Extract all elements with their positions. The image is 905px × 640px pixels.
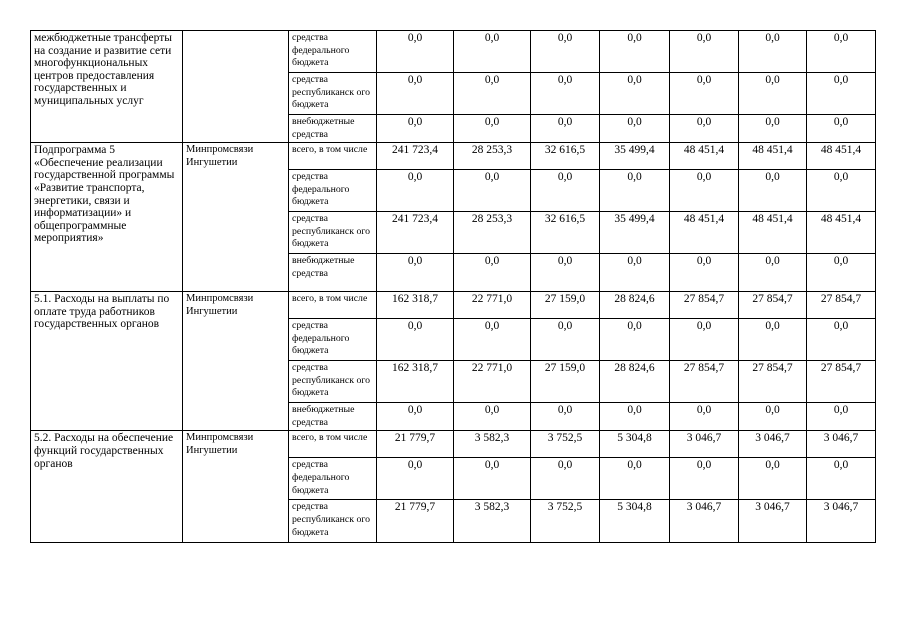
funding-source: всего, в том числе: [289, 143, 377, 170]
program-name-cell: [31, 31, 183, 143]
funding-source: средства федерального бюджета: [289, 170, 377, 212]
responsible-cell: [183, 31, 289, 143]
amount-cell: 0,0: [600, 403, 670, 431]
amount-cell: 0,0: [531, 170, 600, 212]
amount-cell: 0,0: [600, 31, 670, 73]
amount-cell: 3 046,7: [739, 431, 807, 458]
amount-cell: 21 779,7: [377, 500, 454, 543]
amount-cell: 0,0: [807, 403, 876, 431]
amount-cell: 0,0: [600, 115, 670, 143]
program-name-cell: [31, 143, 183, 292]
funding-source: средства республиканск ого бюджета: [289, 212, 377, 254]
program-name: 5.1. Расходы на выплаты по оплате труда работников государственных органов: [34, 293, 170, 331]
responsible-executor: Минпромсвязи Ингушетии: [186, 293, 254, 317]
table-row: [31, 31, 876, 73]
amount-cell: 0,0: [377, 319, 454, 361]
amount-cell: 0,0: [531, 73, 600, 115]
amount-cell: 0,0: [807, 31, 876, 73]
amount-cell: 32 616,5: [531, 143, 600, 170]
funding-source: внебюджетные средства: [289, 254, 377, 292]
amount-cell: 0,0: [454, 403, 531, 431]
amount-cell: 3 752,5: [531, 431, 600, 458]
amount-cell: 0,0: [739, 73, 807, 115]
amount-cell: 22 771,0: [454, 292, 531, 319]
amount-cell: 48 451,4: [807, 212, 876, 254]
amount-cell: 0,0: [454, 319, 531, 361]
amount-cell: 0,0: [807, 319, 876, 361]
amount-cell: 162 318,7: [377, 361, 454, 403]
amount-cell: 0,0: [739, 458, 807, 500]
amount-cell: 0,0: [739, 254, 807, 292]
amount-cell: 32 616,5: [531, 212, 600, 254]
amount-cell: 5 304,8: [600, 431, 670, 458]
amount-cell: 0,0: [600, 73, 670, 115]
amount-cell: 3 046,7: [670, 500, 739, 543]
amount-cell: 27 854,7: [807, 292, 876, 319]
amount-cell: 241 723,4: [377, 143, 454, 170]
program-name: 5.2. Расходы на обеспечение функций государственных органов: [34, 432, 174, 470]
funding-source: всего, в том числе: [289, 292, 377, 319]
amount-cell: 48 451,4: [739, 143, 807, 170]
amount-cell: 162 318,7: [377, 292, 454, 319]
amount-cell: 0,0: [807, 458, 876, 500]
amount-cell: 0,0: [739, 170, 807, 212]
amount-cell: 27 159,0: [531, 292, 600, 319]
amount-cell: 0,0: [670, 403, 739, 431]
amount-cell: 0,0: [600, 458, 670, 500]
amount-cell: 0,0: [454, 254, 531, 292]
amount-cell: 0,0: [739, 319, 807, 361]
amount-cell: 28 824,6: [600, 292, 670, 319]
amount-cell: 3 046,7: [670, 431, 739, 458]
amount-cell: 0,0: [377, 170, 454, 212]
amount-cell: 5 304,8: [600, 500, 670, 543]
amount-cell: 3 752,5: [531, 500, 600, 543]
amount-cell: 27 854,7: [739, 292, 807, 319]
amount-cell: 0,0: [807, 254, 876, 292]
responsible-cell: [183, 292, 289, 431]
amount-cell: 28 253,3: [454, 143, 531, 170]
amount-cell: 0,0: [670, 319, 739, 361]
budget-table: [30, 30, 876, 543]
amount-cell: 0,0: [739, 403, 807, 431]
amount-cell: 0,0: [454, 73, 531, 115]
program-name: Подпрограмма 5 «Обеспечение реализации государственной программы «Развитие транспорта, энергетики, связи и информатизации» и общепрограммные мероприятия»: [34, 144, 175, 245]
amount-cell: 0,0: [807, 73, 876, 115]
amount-cell: 48 451,4: [670, 212, 739, 254]
amount-cell: 27 854,7: [670, 292, 739, 319]
amount-cell: 0,0: [670, 31, 739, 73]
program-name-cell: [31, 431, 183, 543]
amount-cell: 0,0: [377, 31, 454, 73]
amount-cell: 0,0: [454, 458, 531, 500]
amount-cell: 0,0: [600, 170, 670, 212]
amount-cell: 0,0: [670, 254, 739, 292]
amount-cell: 0,0: [531, 115, 600, 143]
amount-cell: 48 451,4: [670, 143, 739, 170]
responsible-cell: [183, 431, 289, 543]
amount-cell: 0,0: [531, 31, 600, 73]
amount-cell: 3 046,7: [807, 431, 876, 458]
amount-cell: 28 253,3: [454, 212, 531, 254]
amount-cell: 0,0: [454, 31, 531, 73]
amount-cell: 3 046,7: [807, 500, 876, 543]
amount-cell: 0,0: [739, 31, 807, 73]
amount-cell: 22 771,0: [454, 361, 531, 403]
amount-cell: 241 723,4: [377, 212, 454, 254]
funding-source: средства федерального бюджета: [289, 31, 377, 73]
responsible-cell: [183, 143, 289, 292]
amount-cell: 35 499,4: [600, 212, 670, 254]
funding-source: внебюджетные средства: [289, 115, 377, 143]
funding-source: средства республиканск ого бюджета: [289, 500, 377, 543]
amount-cell: 0,0: [531, 458, 600, 500]
amount-cell: 0,0: [454, 115, 531, 143]
amount-cell: 27 854,7: [739, 361, 807, 403]
amount-cell: 0,0: [531, 403, 600, 431]
amount-cell: 0,0: [600, 319, 670, 361]
amount-cell: 48 451,4: [807, 143, 876, 170]
amount-cell: 0,0: [670, 115, 739, 143]
funding-source: внебюджетные средства: [289, 403, 377, 431]
amount-cell: 27 159,0: [531, 361, 600, 403]
amount-cell: 21 779,7: [377, 431, 454, 458]
amount-cell: 0,0: [670, 170, 739, 212]
funding-source: средства республиканск ого бюджета: [289, 73, 377, 115]
amount-cell: 27 854,7: [670, 361, 739, 403]
funding-source: средства республиканск ого бюджета: [289, 361, 377, 403]
amount-cell: 0,0: [377, 73, 454, 115]
amount-cell: 3 582,3: [454, 431, 531, 458]
amount-cell: 0,0: [807, 170, 876, 212]
funding-source: средства федерального бюджета: [289, 458, 377, 500]
amount-cell: 0,0: [531, 319, 600, 361]
funding-source: всего, в том числе: [289, 431, 377, 458]
amount-cell: 27 854,7: [807, 361, 876, 403]
amount-cell: 3 582,3: [454, 500, 531, 543]
amount-cell: 0,0: [531, 254, 600, 292]
amount-cell: 0,0: [670, 458, 739, 500]
table-row: [31, 431, 876, 458]
amount-cell: 3 046,7: [739, 500, 807, 543]
amount-cell: 0,0: [454, 170, 531, 212]
program-name: межбюджетные трансферты на создание и развитие сети многофункциональных центров предоставления государственных и муниципальных услуг: [34, 32, 172, 107]
responsible-executor: Минпромсвязи Ингушетии: [186, 432, 254, 456]
program-name-cell: [31, 292, 183, 431]
amount-cell: 0,0: [807, 115, 876, 143]
amount-cell: 0,0: [600, 254, 670, 292]
amount-cell: 35 499,4: [600, 143, 670, 170]
amount-cell: 48 451,4: [739, 212, 807, 254]
amount-cell: 0,0: [377, 458, 454, 500]
table-row: [31, 143, 876, 170]
amount-cell: 28 824,6: [600, 361, 670, 403]
amount-cell: 0,0: [377, 403, 454, 431]
amount-cell: 0,0: [377, 254, 454, 292]
table-row: [31, 292, 876, 319]
responsible-executor: Минпромсвязи Ингушетии: [186, 144, 254, 168]
amount-cell: 0,0: [670, 73, 739, 115]
funding-source: средства федерального бюджета: [289, 319, 377, 361]
amount-cell: 0,0: [377, 115, 454, 143]
amount-cell: 0,0: [739, 115, 807, 143]
